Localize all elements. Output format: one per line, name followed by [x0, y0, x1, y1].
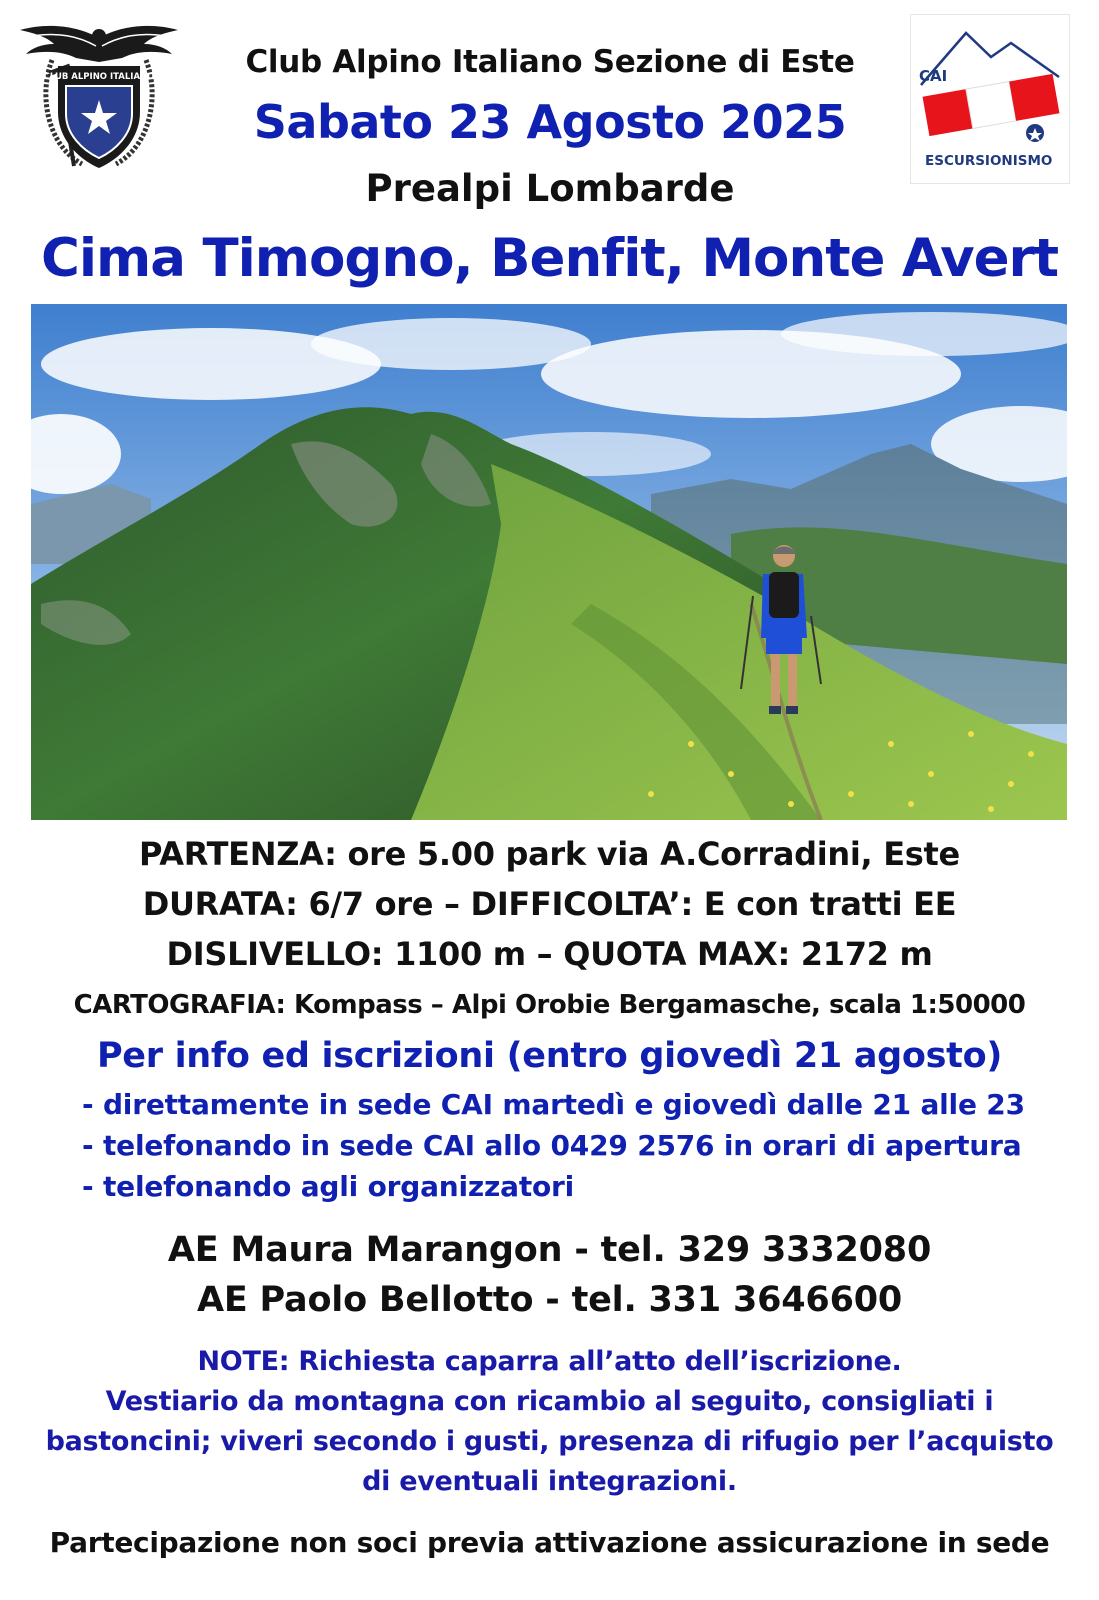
registration-item: - direttamente in sede CAI martedì e giovedì dalle 21 alle 23 [82, 1088, 1025, 1121]
contact-organizer: AE Maura Marangon - tel. 329 3332080 [167, 1230, 932, 1270]
info-cartografia: CARTOGRAFIA: Kompass – Alpi Orobie Bergamasche, scala 1:50000 [73, 990, 1026, 1020]
info-durata-difficolta: DURATA: 6/7 ore – DIFFICOLTA’: E con tratti EE [142, 885, 957, 923]
registration-item: - telefonando agli organizzatori [82, 1170, 575, 1203]
note-line: NOTE: Richiesta caparra all’atto dell’iscrizione. [197, 1346, 902, 1377]
registration-item: - telefonando in sede CAI allo 0429 2576 in orari di apertura [82, 1129, 1022, 1162]
note-line: di eventuali integrazioni. [362, 1466, 737, 1497]
event-date: Sabato 23 Agosto 2025 [253, 95, 847, 149]
svg-text:ESCURSIONISMO: ESCURSIONISMO [925, 153, 1053, 169]
info-dislivello-quota: DISLIVELLO: 1100 m – QUOTA MAX: 2172 m [166, 935, 933, 973]
region-subtitle: Prealpi Lombarde [365, 167, 735, 210]
footer-insurance-note: Partecipazione non soci previa attivazione assicurazione in sede [49, 1526, 1050, 1559]
svg-text:CLUB ALPINO ITALIANO: CLUB ALPINO ITALIANO [43, 72, 155, 82]
club-alpino-logo [18, 16, 180, 178]
registration-heading: Per info ed iscrizioni (entro giovedì 21 agosto) [96, 1036, 1003, 1076]
contact-organizer: AE Paolo Bellotto - tel. 331 3646600 [196, 1280, 903, 1320]
note-line: bastoncini; viveri secondo i gusti, presenza di rifugio per l’acquisto [45, 1426, 1054, 1457]
club-name: Club Alpino Italiano Sezione di Este [245, 44, 855, 80]
mountain-ridge-photo [31, 304, 1067, 820]
note-line: Vestiario da montagna con ricambio al seguito, consigliati i [105, 1386, 994, 1417]
info-partenza: PARTENZA: ore 5.00 park via A.Corradini, Este [139, 835, 960, 873]
cai-escursionismo-logo [910, 14, 1070, 184]
svg-text:CAI: CAI [919, 67, 948, 85]
route-title: Cima Timogno, Benfit, Monte Avert [40, 228, 1059, 289]
